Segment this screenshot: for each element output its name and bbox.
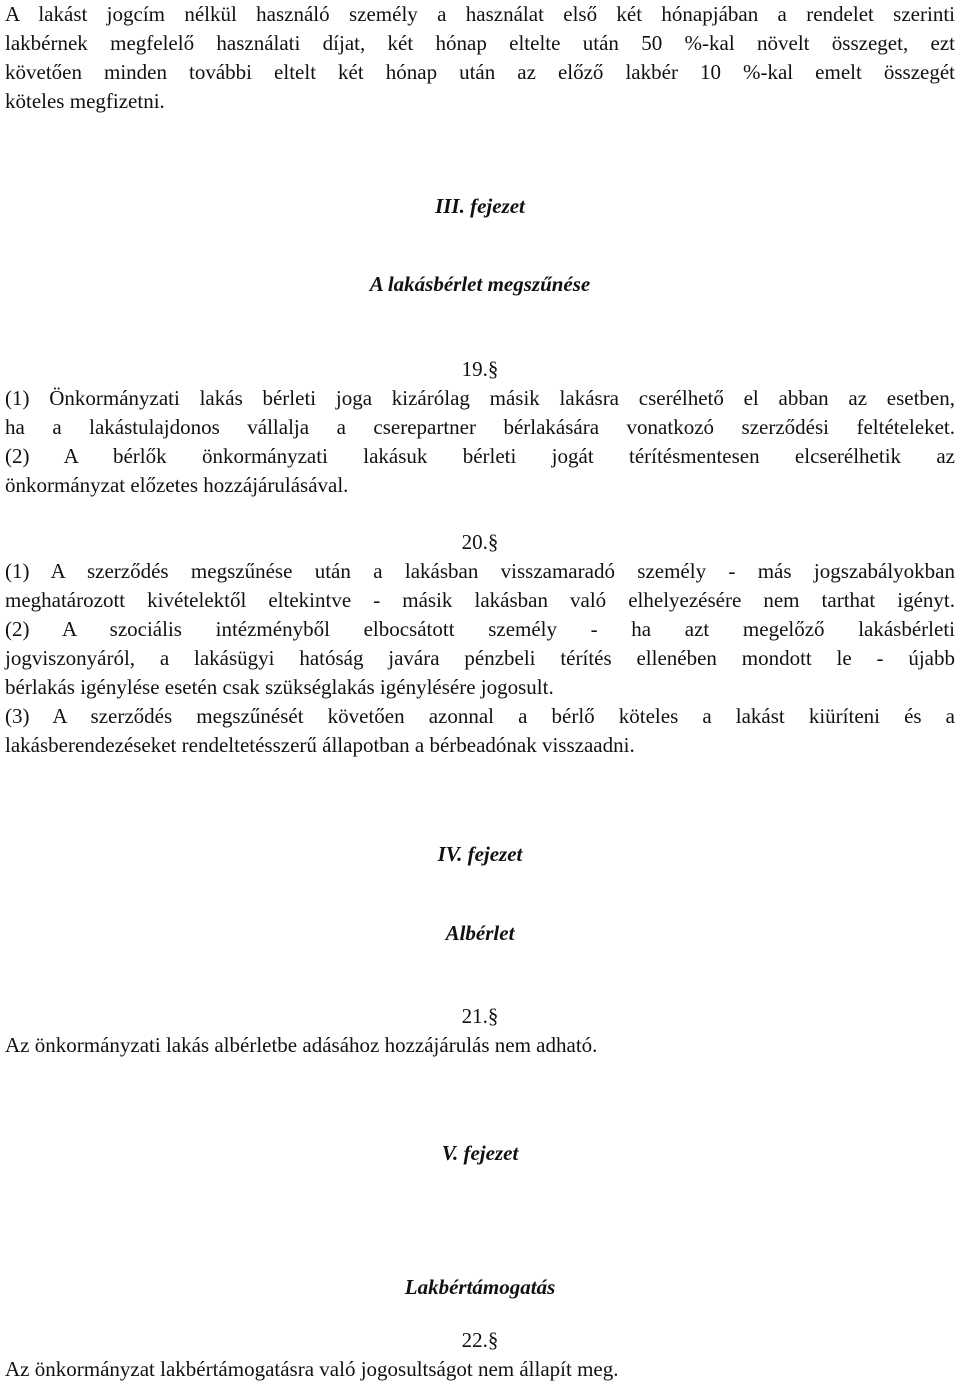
chapter-3-title: A lakásbérlet megszűnése	[369, 272, 591, 296]
section-20-line-1: (1) A szerződés megszűnése után a lakásban visszamaradó személy - más jogszabályokban	[5, 559, 955, 583]
intro-line-1: A lakást jogcím nélkül használó személy a használat első két hónapjában a rendelet szerinti	[5, 2, 955, 26]
section-20-line-4: jogviszonyáról, a lakásügyi hatóság javára pénzbeli térítés ellenében mondott le - újabb	[5, 646, 955, 670]
section-20-line-5: bérlakás igénylése esetén csak szükséglakás igénylésére jogosult.	[5, 675, 554, 699]
section-19-line-1: (1) Önkormányzati lakás bérleti joga kizárólag másik lakásra cserélhető el abban az esetben,	[5, 386, 955, 410]
section-19-line-2: ha a lakástulajdonos vállalja a cserepartner bérlakására vonatkozó szerződési feltételeket.	[5, 415, 955, 439]
section-20-line-3: (2) A szociális intézményből elbocsátott személy - ha azt megelőző lakásbérleti	[5, 617, 955, 641]
intro-line-4: köteles megfizetni.	[5, 89, 165, 113]
chapter-5-title: Lakbértámogatás	[404, 1275, 556, 1299]
section-19-number: 19.§	[461, 357, 499, 381]
chapter-5-number: V. fejezet	[441, 1141, 519, 1165]
section-22-line-1: Az önkormányzat lakbértámogatásra való jogosultságot nem állapít meg.	[5, 1357, 619, 1381]
intro-line-2: lakbérnek megfelelő használati díjat, két hónap eltelte után 50 %-kal növelt összeget, ezt	[5, 31, 955, 55]
section-19-line-4: önkormányzat előzetes hozzájárulásával.	[5, 473, 349, 497]
intro-line-3: követően minden további eltelt két hónap után az előző lakbér 10 %-kal emelt összegét	[5, 60, 955, 84]
section-20-number: 20.§	[461, 530, 499, 554]
section-20-line-2: meghatározott kivételektől eltekintve - másik lakásban való elhelyezésére nem tarthat igényt.	[5, 588, 955, 612]
chapter-4-number: IV. fejezet	[437, 842, 523, 866]
section-20-line-6: (3) A szerződés megszűnését követően azonnal a bérlő köteles a lakást kiüríteni és a	[5, 704, 955, 728]
section-22-number: 22.§	[461, 1328, 499, 1352]
section-21-line-1: Az önkormányzati lakás albérletbe adásához hozzájárulás nem adható.	[5, 1033, 598, 1057]
chapter-3-number: III. fejezet	[435, 194, 525, 218]
section-19-line-3: (2) A bérlők önkormányzati lakásuk bérleti jogát térítésmentesen elcserélhetik az	[5, 444, 955, 468]
section-21-number: 21.§	[461, 1004, 499, 1028]
chapter-4-title: Albérlet	[445, 921, 515, 945]
section-20-line-7: lakásberendezéseket rendeltetésszerű állapotban a bérbeadónak visszaadni.	[5, 733, 635, 757]
